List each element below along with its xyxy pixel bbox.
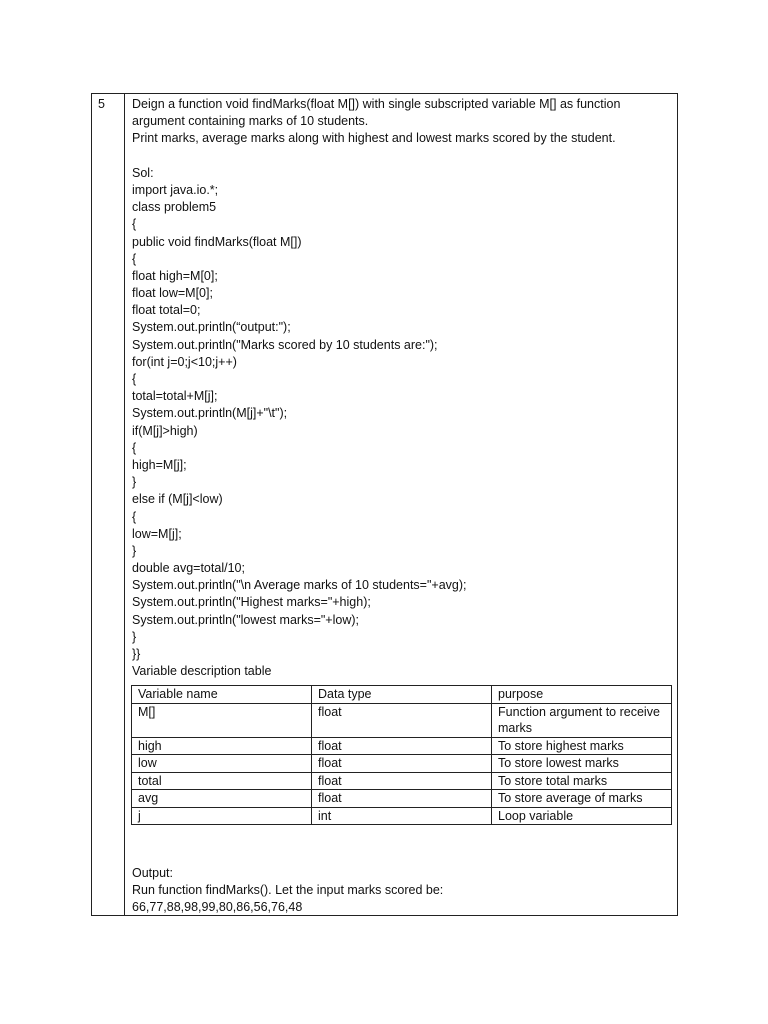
question-number-cell	[92, 94, 125, 915]
variable-description-table	[131, 685, 672, 825]
output-line: 66,77,88,98,99,80,86,56,76,48	[132, 900, 303, 915]
table-cell: To store total marks	[492, 772, 672, 790]
code-line: low=M[j];	[132, 526, 182, 541]
code-line: }	[132, 475, 137, 490]
table-header-row	[132, 686, 672, 704]
question-number: 5	[98, 97, 105, 111]
variable-table-caption: Variable description table	[132, 664, 272, 679]
table-cell: Loop variable	[492, 807, 672, 825]
table-cell: To store average of marks	[492, 790, 672, 808]
code-line: high=M[j];	[132, 457, 187, 472]
table-cell: float	[312, 755, 492, 773]
table-header-cell: purpose	[492, 686, 672, 704]
code-line: public void findMarks(float M[])	[132, 234, 302, 249]
code-line: {	[132, 440, 137, 455]
code-line: System.out.println("Highest marks="+high);	[132, 595, 371, 610]
table-cell: M[]	[132, 703, 312, 737]
prompt-line: Deign a function void findMarks(float M[]) with single subscripted variable M[] as function	[132, 97, 621, 111]
table-cell: int	[312, 807, 492, 825]
prompt-line: Print marks, average marks along with highest and lowest marks scored by the student.	[132, 131, 616, 146]
prompt-line: argument containing marks of 10 students.	[132, 114, 369, 129]
table-header-cell: Variable name	[132, 686, 312, 704]
code-line: System.out.println(“output:");	[132, 320, 291, 335]
table-cell: high	[132, 737, 312, 755]
code-line: }}	[132, 647, 141, 661]
solution-label: Sol:	[132, 165, 154, 180]
table-cell: To store highest marks	[492, 737, 672, 755]
code-line: {	[132, 372, 137, 386]
code-line: }	[132, 543, 137, 558]
code-line: System.out.println("\n Average marks of 10 students="+avg);	[132, 578, 467, 593]
table-cell: float	[312, 772, 492, 790]
output-section	[132, 865, 672, 917]
table-cell: low	[132, 755, 312, 773]
code-line: if(M[j]>high)	[132, 423, 198, 438]
question-content	[132, 96, 672, 680]
code-line: import java.io.*;	[132, 182, 219, 197]
code-line: float low=M[0];	[132, 286, 213, 301]
question-table	[91, 93, 678, 916]
table-cell: j	[132, 807, 312, 825]
code-line: double avg=total/10;	[132, 561, 245, 576]
table-cell: To store lowest marks	[492, 755, 672, 773]
code-line: float high=M[0];	[132, 268, 218, 283]
table-cell: float	[312, 790, 492, 808]
table-row	[132, 790, 672, 808]
table-row	[132, 807, 672, 825]
code-line: float total=0;	[132, 303, 201, 318]
code-line: System.out.println(M[j]+"\t");	[132, 406, 288, 421]
table-cell: avg	[132, 790, 312, 808]
table-cell: float	[312, 737, 492, 755]
table-row	[132, 703, 672, 737]
table-row	[132, 737, 672, 755]
output-line: Run function findMarks(). Let the input marks scored be:	[132, 883, 444, 898]
code-line: {	[132, 509, 137, 524]
code-line: total=total+M[j];	[132, 389, 218, 404]
code-line: }	[132, 629, 137, 644]
code-line: for(int j=0;j<10;j++)	[132, 354, 237, 369]
code-line: {	[132, 217, 137, 232]
table-cell: float	[312, 703, 492, 737]
code-line: {	[132, 251, 137, 266]
table-row	[132, 772, 672, 790]
table-cell: Function argument to receive marks	[492, 703, 672, 737]
solution-code	[132, 182, 672, 663]
table-row	[132, 755, 672, 773]
table-cell: total	[132, 772, 312, 790]
code-line: class problem5	[132, 200, 217, 215]
code-line: else if (M[j]<low)	[132, 492, 223, 507]
table-header-cell: Data type	[312, 686, 492, 704]
code-line: System.out.println("Marks scored by 10 students are:");	[132, 337, 438, 352]
output-label: Output:	[132, 866, 173, 880]
question-prompt	[132, 96, 672, 148]
code-line: System.out.println("lowest marks="+low);	[132, 612, 360, 627]
